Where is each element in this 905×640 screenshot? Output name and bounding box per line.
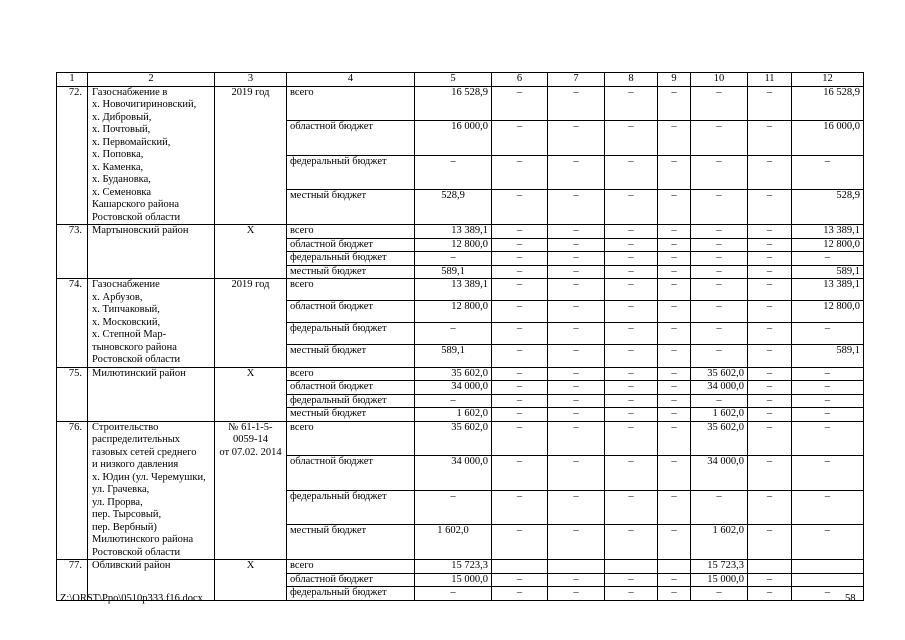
value-cell: – [548,225,605,239]
value-cell: – [748,301,792,323]
object-name-line: газовых сетей среднего [92,446,197,458]
value-cell: – [605,367,658,381]
value-cell: – [792,323,864,345]
funding-source-label: всего [287,279,415,301]
object-name-line: Ростовской области [92,354,181,365]
object-name-line: х. Новочигириновский, [92,99,197,110]
funding-source-label: всего [287,560,415,574]
column-number-cell: 7 [548,73,605,87]
object-name-line: х. Будановка, [92,174,151,185]
value-cell: – [605,323,658,345]
document-line: № 61-1-5- [228,421,273,433]
value-cell: 1 602,0 [415,408,492,422]
value-cell: – [548,367,605,381]
column-number-cell: 8 [605,73,658,87]
value-cell: – [658,279,691,301]
funding-source-label: всего [287,86,415,121]
value-cell: – [415,587,492,601]
column-number-cell: 10 [691,73,748,87]
value-cell: – [492,265,548,279]
value-cell: – [605,121,658,156]
column-number-cell: 3 [215,73,287,87]
value-cell: – [792,456,864,491]
value-cell: – [492,367,548,381]
column-number-cell: 9 [658,73,691,87]
object-name-line: распределительных [92,434,181,445]
value-cell: – [492,345,548,367]
value-cell: – [492,225,548,239]
object-name-line: х. Типчаковый, [92,304,160,315]
value-cell: – [605,573,658,587]
value-cell: – [492,323,548,345]
value-cell: – [548,587,605,601]
value-cell: – [748,225,792,239]
value-cell: – [548,279,605,301]
object-name-line: пер. Тырсовый, [92,509,162,520]
value-cell: – [658,573,691,587]
funding-source-label: областной бюджет [287,573,415,587]
value-cell: – [748,367,792,381]
value-cell: – [658,155,691,190]
funding-source-label: всего [287,421,415,456]
column-number-cell: 1 [57,73,88,87]
value-cell: – [492,86,548,121]
value-cell: 13 389,1 [792,225,864,239]
value-cell: – [748,456,792,491]
funding-source-label: областной бюджет [287,121,415,156]
value-cell: – [691,394,748,408]
page-number: 58 [845,593,856,604]
object-name-line: х. Арбузов, [92,291,143,303]
value-cell: – [691,279,748,301]
value-cell: – [658,86,691,121]
document-line: 2019 год [231,86,270,98]
value-cell: 12 800,0 [415,301,492,323]
value-cell: 16 528,9 [415,86,492,121]
value-cell: – [792,421,864,456]
value-cell: – [691,587,748,601]
value-cell: – [691,345,748,367]
funding-source-label: областной бюджет [287,456,415,491]
funding-source-label: местный бюджет [287,408,415,422]
value-cell: – [658,323,691,345]
table-row [57,367,864,381]
object-name-line: тыновского района [92,341,177,353]
object-name-line: ул. Грачевка, [92,484,150,495]
value-cell: – [548,421,605,456]
row-number: 74. [57,279,88,368]
object-name-line: Ростовской области [92,211,181,223]
value-cell: – [658,190,691,225]
funding-source-label: федеральный бюджет [287,394,415,408]
value-cell: 1 602,0 [691,525,748,560]
value-cell: – [492,525,548,560]
value-cell: – [605,587,658,601]
footer-file-path: Z:\ORST\Ppo\0510p333.f16.docx [60,593,203,604]
value-cell: – [691,301,748,323]
value-cell: – [492,456,548,491]
value-cell: – [748,490,792,525]
value-cell: – [605,421,658,456]
column-number-cell: 11 [748,73,792,87]
value-cell: 34 000,0 [415,456,492,491]
document-line: 2019 год [231,279,270,290]
value-cell: – [748,345,792,367]
row-number: 72. [57,86,88,225]
value-cell: – [792,490,864,525]
object-name-line: Строительство [92,421,159,433]
value-cell: – [415,252,492,266]
value-cell: – [748,408,792,422]
value-cell: – [548,252,605,266]
document-cell [215,86,287,225]
value-cell: – [415,490,492,525]
funding-source-label: областной бюджет [287,301,415,323]
value-cell: – [792,367,864,381]
object-name-line: пер. Вербный) [92,521,157,533]
value-cell: – [605,381,658,395]
object-name-cell [88,86,215,225]
object-name-line: Милютинский район [92,367,186,379]
value-cell: – [658,490,691,525]
value-cell: 589,1 [792,345,864,367]
value-cell: – [548,394,605,408]
value-cell: 12 800,0 [792,301,864,323]
value-cell: – [548,381,605,395]
value-cell: 589,1 [415,265,492,279]
value-cell: – [691,155,748,190]
object-name-line: Обливский район [92,560,171,571]
value-cell: – [792,394,864,408]
value-cell: – [605,190,658,225]
value-cell: – [605,490,658,525]
funding-source-label: федеральный бюджет [287,155,415,190]
object-name-line: х. Юдин (ул. Черемушки, [92,471,206,483]
value-cell: – [605,456,658,491]
table-row [57,279,864,301]
table-row [57,560,864,574]
value-cell: 16 000,0 [415,121,492,156]
object-name-line: х. Семеновка [92,186,152,198]
value-cell: – [748,394,792,408]
value-cell: 35 602,0 [415,421,492,456]
value-cell: 34 000,0 [691,456,748,491]
value-cell: 13 389,1 [415,225,492,239]
value-cell: – [658,345,691,367]
value-cell: – [605,86,658,121]
value-cell: – [658,367,691,381]
table-row [57,421,864,456]
value-cell [658,560,691,574]
value-cell: – [548,190,605,225]
table-body [57,73,864,601]
value-cell: 15 000,0 [415,573,492,587]
value-cell: – [492,490,548,525]
value-cell: – [605,252,658,266]
value-cell: – [548,490,605,525]
value-cell: – [691,238,748,252]
value-cell: 13 389,1 [415,279,492,301]
value-cell: – [748,525,792,560]
value-cell: – [605,525,658,560]
object-name-line: х. Почтовый, [92,124,151,135]
value-cell: 16 528,9 [792,86,864,121]
object-name-cell [88,225,215,279]
value-cell: – [492,573,548,587]
value-cell: – [691,86,748,121]
value-cell: – [415,155,492,190]
value-cell: – [415,323,492,345]
value-cell: – [691,252,748,266]
value-cell: 15 723,3 [415,560,492,574]
value-cell: – [548,323,605,345]
object-name-line: Газоснабжение в [92,86,168,98]
funding-source-label: областной бюджет [287,238,415,252]
value-cell: – [492,279,548,301]
value-cell [792,560,864,574]
column-number-cell: 6 [492,73,548,87]
value-cell: – [748,573,792,587]
value-cell: – [492,155,548,190]
document-cell [215,225,287,279]
funding-source-label: федеральный бюджет [287,323,415,345]
value-cell: – [658,238,691,252]
document-cell [215,367,287,421]
document-cell [215,560,287,601]
value-cell: – [492,587,548,601]
value-cell: – [548,155,605,190]
object-name-line: х. Каменка, [92,161,144,173]
object-name-cell [88,421,215,560]
funding-source-label: местный бюджет [287,345,415,367]
value-cell: – [691,121,748,156]
value-cell: – [792,587,864,601]
value-cell: – [658,525,691,560]
funding-source-label: местный бюджет [287,525,415,560]
row-number: 76. [57,421,88,560]
value-cell: – [748,587,792,601]
document-line: Х [246,367,255,379]
value-cell: 1 602,0 [415,525,492,560]
value-cell: – [548,456,605,491]
value-cell: – [548,301,605,323]
value-cell: – [548,238,605,252]
value-cell: – [691,490,748,525]
object-name-cell [88,279,215,368]
value-cell: – [605,408,658,422]
value-cell: 34 000,0 [415,381,492,395]
funding-source-label: всего [287,367,415,381]
object-name-line: Газоснабжение [92,279,160,290]
value-cell: – [658,301,691,323]
value-cell: – [748,381,792,395]
column-number-cell: 2 [88,73,215,87]
object-name-line: х. Первомайский, [92,136,171,148]
object-name-line: х. Дибровый, [92,111,152,123]
document-cell [215,421,287,560]
value-cell: – [548,408,605,422]
value-cell: – [492,252,548,266]
value-cell: – [691,323,748,345]
value-cell [548,560,605,574]
value-cell: – [658,421,691,456]
value-cell: 589,1 [792,265,864,279]
value-cell: – [658,456,691,491]
column-number-cell: 5 [415,73,492,87]
value-cell: 34 000,0 [691,381,748,395]
value-cell: – [492,121,548,156]
object-name-line: Кашарского района [92,199,179,210]
value-cell: – [548,573,605,587]
document-line: 0059-14 [233,434,268,445]
funding-source-label: местный бюджет [287,265,415,279]
value-cell: – [748,265,792,279]
value-cell: – [792,252,864,266]
value-cell: 16 000,0 [792,121,864,156]
value-cell: – [658,381,691,395]
value-cell: 528,9 [415,190,492,225]
funding-source-label: местный бюджет [287,190,415,225]
value-cell: – [492,381,548,395]
row-number: 77. [57,560,88,601]
column-number-cell: 12 [792,73,864,87]
value-cell [605,560,658,574]
value-cell: – [548,265,605,279]
document-cell [215,279,287,368]
value-cell: – [748,421,792,456]
value-cell: – [492,301,548,323]
value-cell: 15 723,3 [691,560,748,574]
document-line: Х [246,225,255,236]
value-cell: – [658,265,691,279]
value-cell: – [658,121,691,156]
value-cell: – [548,121,605,156]
value-cell: 15 000,0 [691,573,748,587]
value-cell: – [691,265,748,279]
value-cell [748,560,792,574]
value-cell: 35 602,0 [415,367,492,381]
value-cell: – [492,190,548,225]
value-cell: – [492,421,548,456]
value-cell: – [492,408,548,422]
value-cell: – [792,525,864,560]
table-row [57,225,864,239]
value-cell: 35 602,0 [691,367,748,381]
budget-table [56,72,864,601]
object-name-line: ул. Прорва, [92,496,143,508]
value-cell: – [691,190,748,225]
value-cell: – [658,252,691,266]
object-name-line: Ростовской области [92,546,181,558]
document-line: Х [246,560,255,571]
object-name-line: и низкого давления [92,459,179,470]
table-row [57,86,864,121]
value-cell: – [492,238,548,252]
value-cell: – [748,238,792,252]
value-cell: 12 800,0 [415,238,492,252]
column-number-row [57,73,864,87]
value-cell: – [748,252,792,266]
value-cell: – [605,301,658,323]
funding-source-label: федеральный бюджет [287,252,415,266]
value-cell: – [415,394,492,408]
document-line: от 07.02. 2014 [219,446,282,458]
value-cell: 12 800,0 [792,238,864,252]
value-cell: 589,1 [415,345,492,367]
value-cell: – [748,155,792,190]
value-cell: – [548,345,605,367]
object-name-line: Мартыновский район [92,225,189,236]
row-number: 75. [57,367,88,421]
value-cell: – [605,155,658,190]
funding-source-label: федеральный бюджет [287,490,415,525]
value-cell: – [792,155,864,190]
value-cell: – [691,225,748,239]
funding-source-label: областной бюджет [287,381,415,395]
value-cell: – [748,279,792,301]
value-cell: – [548,525,605,560]
value-cell: – [605,265,658,279]
object-name-line: х. Поповка, [92,149,144,160]
value-cell: – [748,121,792,156]
object-name-cell [88,367,215,421]
funding-source-label: федеральный бюджет [287,587,415,601]
value-cell: – [605,345,658,367]
value-cell: – [748,323,792,345]
row-number: 73. [57,225,88,279]
value-cell: – [492,394,548,408]
value-cell: – [792,408,864,422]
value-cell: 35 602,0 [691,421,748,456]
value-cell: – [605,394,658,408]
column-number-cell: 4 [287,73,415,87]
value-cell: – [658,408,691,422]
value-cell: – [548,86,605,121]
value-cell [492,560,548,574]
value-cell: – [658,587,691,601]
value-cell: – [605,225,658,239]
value-cell: – [748,86,792,121]
value-cell: – [658,225,691,239]
value-cell: – [605,279,658,301]
value-cell: – [605,238,658,252]
object-name-line: х. Степной Мар- [92,329,167,340]
value-cell: – [748,190,792,225]
value-cell: – [658,394,691,408]
value-cell: – [792,381,864,395]
value-cell: 528,9 [792,190,864,225]
value-cell: 1 602,0 [691,408,748,422]
value-cell [792,573,864,587]
funding-source-label: всего [287,225,415,239]
object-name-line: Милютинского района [92,534,194,545]
value-cell: 13 389,1 [792,279,864,301]
object-name-line: х. Московский, [92,316,161,328]
